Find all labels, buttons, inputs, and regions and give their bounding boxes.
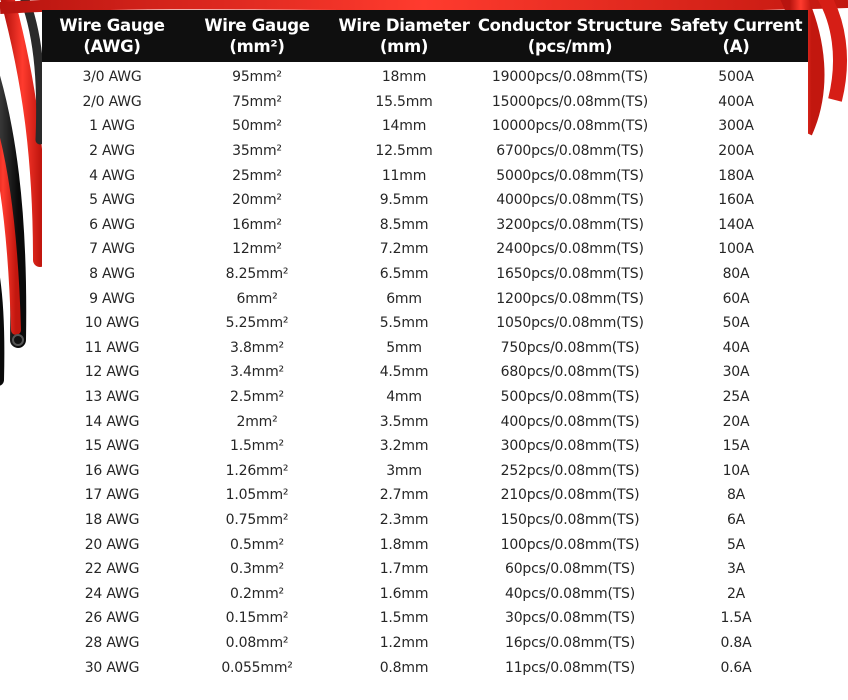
cell-current: 6A [726, 511, 746, 528]
table-row [42, 385, 808, 410]
cell-mm2: 50mm² [232, 118, 282, 135]
cell-current: 2A [726, 585, 746, 602]
cell-current: 60A [722, 290, 750, 307]
cell-diameter: 1.7mm [379, 561, 429, 578]
cell-awg: 24 AWG [84, 585, 140, 602]
cell-conductor: 400pcs/0.08mm(TS) [500, 413, 640, 430]
cell-diameter: 8.5mm [379, 216, 429, 233]
cell-current: 140A [718, 216, 754, 233]
left-wire-bundle [0, 0, 41, 380]
cell-diameter: 11mm [381, 167, 427, 184]
cell-current: 0.6A [720, 659, 752, 676]
cell-conductor: 500pcs/0.08mm(TS) [500, 389, 640, 406]
cell-diameter: 2.7mm [379, 487, 429, 504]
cell-current: 1.5A [720, 610, 752, 627]
cell-diameter: 15.5mm [375, 93, 433, 110]
cell-awg: 28 AWG [84, 634, 140, 651]
cell-diameter: 9.5mm [379, 192, 429, 209]
cell-conductor: 100pcs/0.08mm(TS) [500, 536, 640, 553]
table-row [42, 114, 808, 139]
table-row [42, 557, 808, 582]
header-label: Wire Diameter [338, 16, 470, 35]
table-row [42, 286, 808, 311]
cell-current: 5A [726, 536, 746, 553]
table-row [42, 213, 808, 238]
cell-awg: 17 AWG [84, 487, 140, 504]
cell-conductor: 750pcs/0.08mm(TS) [500, 339, 640, 356]
cell-diameter: 4mm [386, 389, 422, 406]
cell-conductor: 60pcs/0.08mm(TS) [504, 561, 636, 578]
cell-diameter: 1.6mm [379, 585, 429, 602]
cell-diameter: 14mm [381, 118, 427, 135]
cell-current: 80A [722, 266, 750, 283]
cell-mm2: 5.25mm² [225, 315, 289, 332]
cell-awg: 11 AWG [84, 339, 140, 356]
header-label: Safety Current [669, 16, 803, 35]
cell-mm2: 0.15mm² [225, 610, 289, 627]
cell-current: 10A [722, 462, 750, 479]
cell-conductor: 210pcs/0.08mm(TS) [500, 487, 640, 504]
cell-awg: 1 AWG [89, 118, 135, 135]
cell-mm2: 6mm² [236, 290, 278, 307]
cell-mm2: 1.5mm² [230, 438, 284, 455]
cell-current: 160A [718, 192, 754, 209]
header-mm2 [182, 10, 332, 62]
cell-conductor: 150pcs/0.08mm(TS) [500, 511, 640, 528]
cell-awg: 16 AWG [84, 462, 140, 479]
cell-current: 100A [718, 241, 754, 258]
cell-conductor: 252pcs/0.08mm(TS) [500, 462, 640, 479]
cell-diameter: 18mm [381, 69, 427, 86]
cell-awg: 30 AWG [84, 659, 140, 676]
wire-gauge-table [42, 10, 808, 700]
table-row [42, 409, 808, 434]
cell-conductor: 40pcs/0.08mm(TS) [504, 585, 636, 602]
table-row [42, 163, 808, 188]
cell-conductor: 6700pcs/0.08mm(TS) [496, 143, 644, 160]
cell-diameter: 3.2mm [379, 438, 429, 455]
cell-conductor: 10000pcs/0.08mm(TS) [491, 118, 649, 135]
cell-awg: 18 AWG [84, 511, 140, 528]
cell-conductor: 19000pcs/0.08mm(TS) [491, 69, 649, 86]
cell-mm2: 12mm² [232, 241, 282, 258]
table-row [42, 434, 808, 459]
table-row [42, 188, 808, 213]
cell-mm2: 20mm² [232, 192, 282, 209]
cell-current: 20A [722, 413, 750, 430]
cell-awg: 2/0 AWG [82, 93, 142, 110]
cell-awg: 13 AWG [84, 389, 140, 406]
cell-awg: 12 AWG [84, 364, 140, 381]
table-row [42, 360, 808, 385]
table-row [42, 532, 808, 557]
cell-conductor: 16pcs/0.08mm(TS) [504, 634, 636, 651]
table-body [42, 62, 808, 680]
cell-awg: 7 AWG [89, 241, 135, 258]
table-row [42, 606, 808, 631]
cell-mm2: 1.26mm² [225, 462, 289, 479]
cell-mm2: 0.08mm² [225, 634, 289, 651]
cell-awg: 6 AWG [89, 216, 135, 233]
cell-awg: 14 AWG [84, 413, 140, 430]
cell-diameter: 2.3mm [379, 511, 429, 528]
cell-mm2: 16mm² [232, 216, 282, 233]
cell-conductor: 1650pcs/0.08mm(TS) [496, 266, 644, 283]
table-row [42, 581, 808, 606]
table-row [42, 90, 808, 115]
table-row [42, 459, 808, 484]
cell-conductor: 5000pcs/0.08mm(TS) [496, 167, 644, 184]
header-label: Wire Gauge [204, 16, 310, 35]
cell-diameter: 1.2mm [379, 634, 429, 651]
cell-awg: 8 AWG [89, 266, 135, 283]
header-label: Conductor Structure [477, 16, 663, 35]
cell-conductor: 15000pcs/0.08mm(TS) [491, 93, 649, 110]
cell-diameter: 7.2mm [379, 241, 429, 258]
cell-diameter: 4.5mm [379, 364, 429, 381]
header-current [664, 10, 808, 62]
header-conductor [476, 10, 664, 62]
cell-current: 400A [718, 93, 754, 110]
cell-awg: 2 AWG [89, 143, 135, 160]
cell-mm2: 25mm² [232, 167, 282, 184]
header-awg [42, 10, 182, 62]
cell-conductor: 2400pcs/0.08mm(TS) [496, 241, 644, 258]
header-unit: (mm²) [229, 37, 285, 56]
cell-diameter: 1.8mm [379, 536, 429, 553]
cell-mm2: 3.8mm² [230, 339, 284, 356]
cell-current: 15A [722, 438, 750, 455]
cell-diameter: 0.8mm [379, 659, 429, 676]
cell-mm2: 2mm² [236, 413, 278, 430]
cell-current: 180A [718, 167, 754, 184]
cell-current: 40A [722, 339, 750, 356]
table-row [42, 262, 808, 287]
cell-current: 200A [718, 143, 754, 160]
table-row [42, 139, 808, 164]
cell-mm2: 3.4mm² [230, 364, 284, 381]
cell-awg: 22 AWG [84, 561, 140, 578]
cell-awg: 20 AWG [84, 536, 140, 553]
cell-current: 0.8A [720, 634, 752, 651]
header-unit: (A) [722, 37, 750, 56]
cell-current: 500A [718, 69, 754, 86]
cell-mm2: 0.055mm² [221, 659, 293, 676]
cell-awg: 15 AWG [84, 438, 140, 455]
cell-awg: 4 AWG [89, 167, 135, 184]
table-row [42, 311, 808, 336]
cell-mm2: 0.2mm² [230, 585, 284, 602]
cell-conductor: 680pcs/0.08mm(TS) [500, 364, 640, 381]
cell-diameter: 5mm [386, 339, 422, 356]
table-row [42, 483, 808, 508]
header-diameter [332, 10, 476, 62]
cell-current: 50A [722, 315, 750, 332]
cell-conductor: 3200pcs/0.08mm(TS) [496, 216, 644, 233]
table-row [42, 237, 808, 262]
cell-mm2: 8.25mm² [225, 266, 289, 283]
cell-conductor: 1200pcs/0.08mm(TS) [496, 290, 644, 307]
cell-diameter: 1.5mm [379, 610, 429, 627]
cell-awg: 26 AWG [84, 610, 140, 627]
cell-awg: 9 AWG [89, 290, 135, 307]
header-unit: (mm) [379, 37, 429, 56]
cell-current: 8A [726, 487, 746, 504]
cell-awg: 10 AWG [84, 315, 140, 332]
cell-current: 3A [726, 561, 746, 578]
header-unit: (AWG) [83, 37, 141, 56]
table-row [42, 655, 808, 680]
table-row [42, 631, 808, 656]
cell-diameter: 3mm [386, 462, 422, 479]
cell-diameter: 6.5mm [379, 266, 429, 283]
cell-diameter: 3.5mm [379, 413, 429, 430]
cell-mm2: 75mm² [232, 93, 282, 110]
cell-conductor: 1050pcs/0.08mm(TS) [496, 315, 644, 332]
cell-awg: 5 AWG [89, 192, 135, 209]
cell-conductor: 4000pcs/0.08mm(TS) [496, 192, 644, 209]
header-unit: (pcs/mm) [527, 37, 613, 56]
cell-diameter: 5.5mm [379, 315, 429, 332]
cell-current: 300A [718, 118, 754, 135]
cell-current: 25A [722, 389, 750, 406]
table-header [42, 10, 808, 62]
cell-diameter: 6mm [386, 290, 422, 307]
cell-conductor: 30pcs/0.08mm(TS) [504, 610, 636, 627]
cell-awg: 3/0 AWG [82, 69, 142, 86]
cell-conductor: 300pcs/0.08mm(TS) [500, 438, 640, 455]
table-row [42, 336, 808, 361]
table-row [42, 508, 808, 533]
cell-mm2: 0.3mm² [230, 561, 284, 578]
cell-mm2: 35mm² [232, 143, 282, 160]
header-label: Wire Gauge [59, 16, 165, 35]
table-row [42, 65, 808, 90]
cell-conductor: 11pcs/0.08mm(TS) [504, 659, 636, 676]
cell-mm2: 2.5mm² [230, 389, 284, 406]
cell-mm2: 0.5mm² [230, 536, 284, 553]
cell-mm2: 1.05mm² [225, 487, 289, 504]
cell-current: 30A [722, 364, 750, 381]
cell-mm2: 0.75mm² [225, 511, 289, 528]
cell-mm2: 95mm² [232, 69, 282, 86]
cell-diameter: 12.5mm [375, 143, 433, 160]
